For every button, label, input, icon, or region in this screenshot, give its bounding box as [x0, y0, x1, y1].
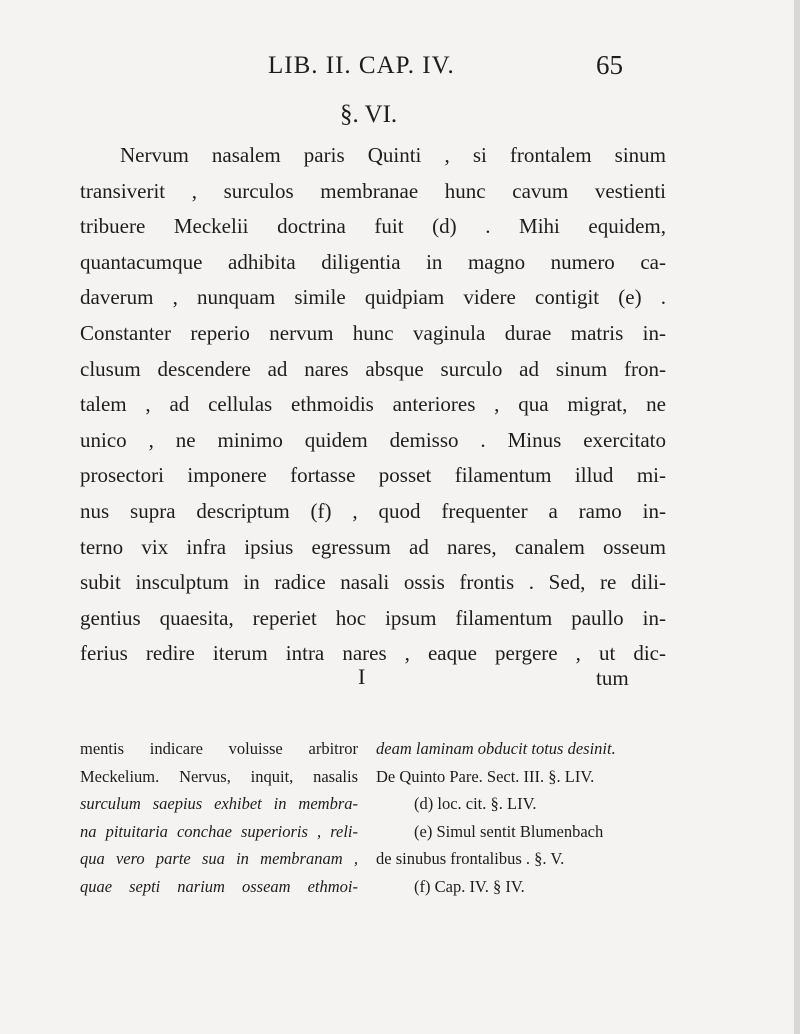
footnotes-left-column: [80, 735, 358, 900]
body-line: Constanter reperio nervum hunc vaginula durae matris in-: [80, 320, 666, 345]
catchword: tum: [596, 666, 629, 690]
body-line: tribuere Meckelii doctrina fuit (d) . Mihi equidem,: [80, 214, 666, 239]
body-line: talem , ad cellulas ethmoidis anteriores , qua migrat, ne: [80, 392, 666, 417]
page-edge: [794, 0, 800, 1034]
body-line: nus supra descriptum (f) , quod frequenter a ramo in-: [80, 498, 666, 523]
footnote-line: de sinubus frontalibus . §. V.: [376, 849, 565, 868]
footnote-line: De Quinto Pare. Sect. III. §. LIV.: [376, 766, 595, 786]
body-line: prosectori imponere fortasse posset filamentum illud mi-: [80, 463, 666, 488]
body-line: terno vix infra ipsius egressum ad nares, canalem osseum: [80, 534, 666, 559]
body-text: [80, 138, 666, 672]
body-line: gentius quaesita, reperiet hoc ipsum filamentum paullo in-: [80, 605, 666, 630]
running-head: LIB. II. CAP. IV.: [268, 52, 455, 79]
footnote-line: (e) Simul sentit Blumenbach: [414, 821, 604, 841]
footnote-line: (f) Cap. IV. § IV.: [414, 876, 525, 896]
page-number: 65: [596, 50, 623, 80]
footnote-line: na pituitaria conchae superioris , reli-: [80, 821, 358, 841]
footnote-line: surculum saepius exhibet in membra-: [80, 794, 358, 813]
body-line: quantacumque adhibita diligentia in magno numero ca-: [80, 249, 666, 274]
footnote-line: quae septi narium osseam ethmoi-: [80, 876, 358, 896]
body-line: transiverit , surculos membranae hunc cavum vestienti: [80, 178, 666, 203]
body-line: Nervum nasalem paris Quinti , si frontalem sinum: [120, 143, 666, 167]
footnote-line: Meckelium. Nervus, inquit, nasalis: [80, 766, 358, 786]
footnote-line: deam laminam obducit totus desinit.: [376, 739, 616, 758]
body-line: unico , ne minimo quidem demisso . Minus exercitato: [80, 427, 666, 452]
body-line: ferius redire iterum intra nares , eaque pergere , ut dic-: [80, 641, 666, 666]
body-line: clusum descendere ad nares absque surculo ad sinum fron-: [80, 356, 666, 381]
body-line: daverum , nunquam simile quidpiam videre contigit (e) .: [80, 285, 666, 310]
footnotes-right-column: [376, 735, 668, 900]
footnote-line: mentis indicare voluisse arbitror: [80, 739, 358, 758]
footnote-line: (d) loc. cit. §. LIV.: [414, 794, 537, 813]
signature-mark: I: [358, 664, 366, 689]
footnote-line: qua vero parte sua in membranam ,: [80, 849, 358, 868]
section-heading: §. VI.: [340, 101, 398, 128]
body-line: subit insculptum in radice nasali ossis frontis . Sed, re dili-: [80, 570, 666, 595]
